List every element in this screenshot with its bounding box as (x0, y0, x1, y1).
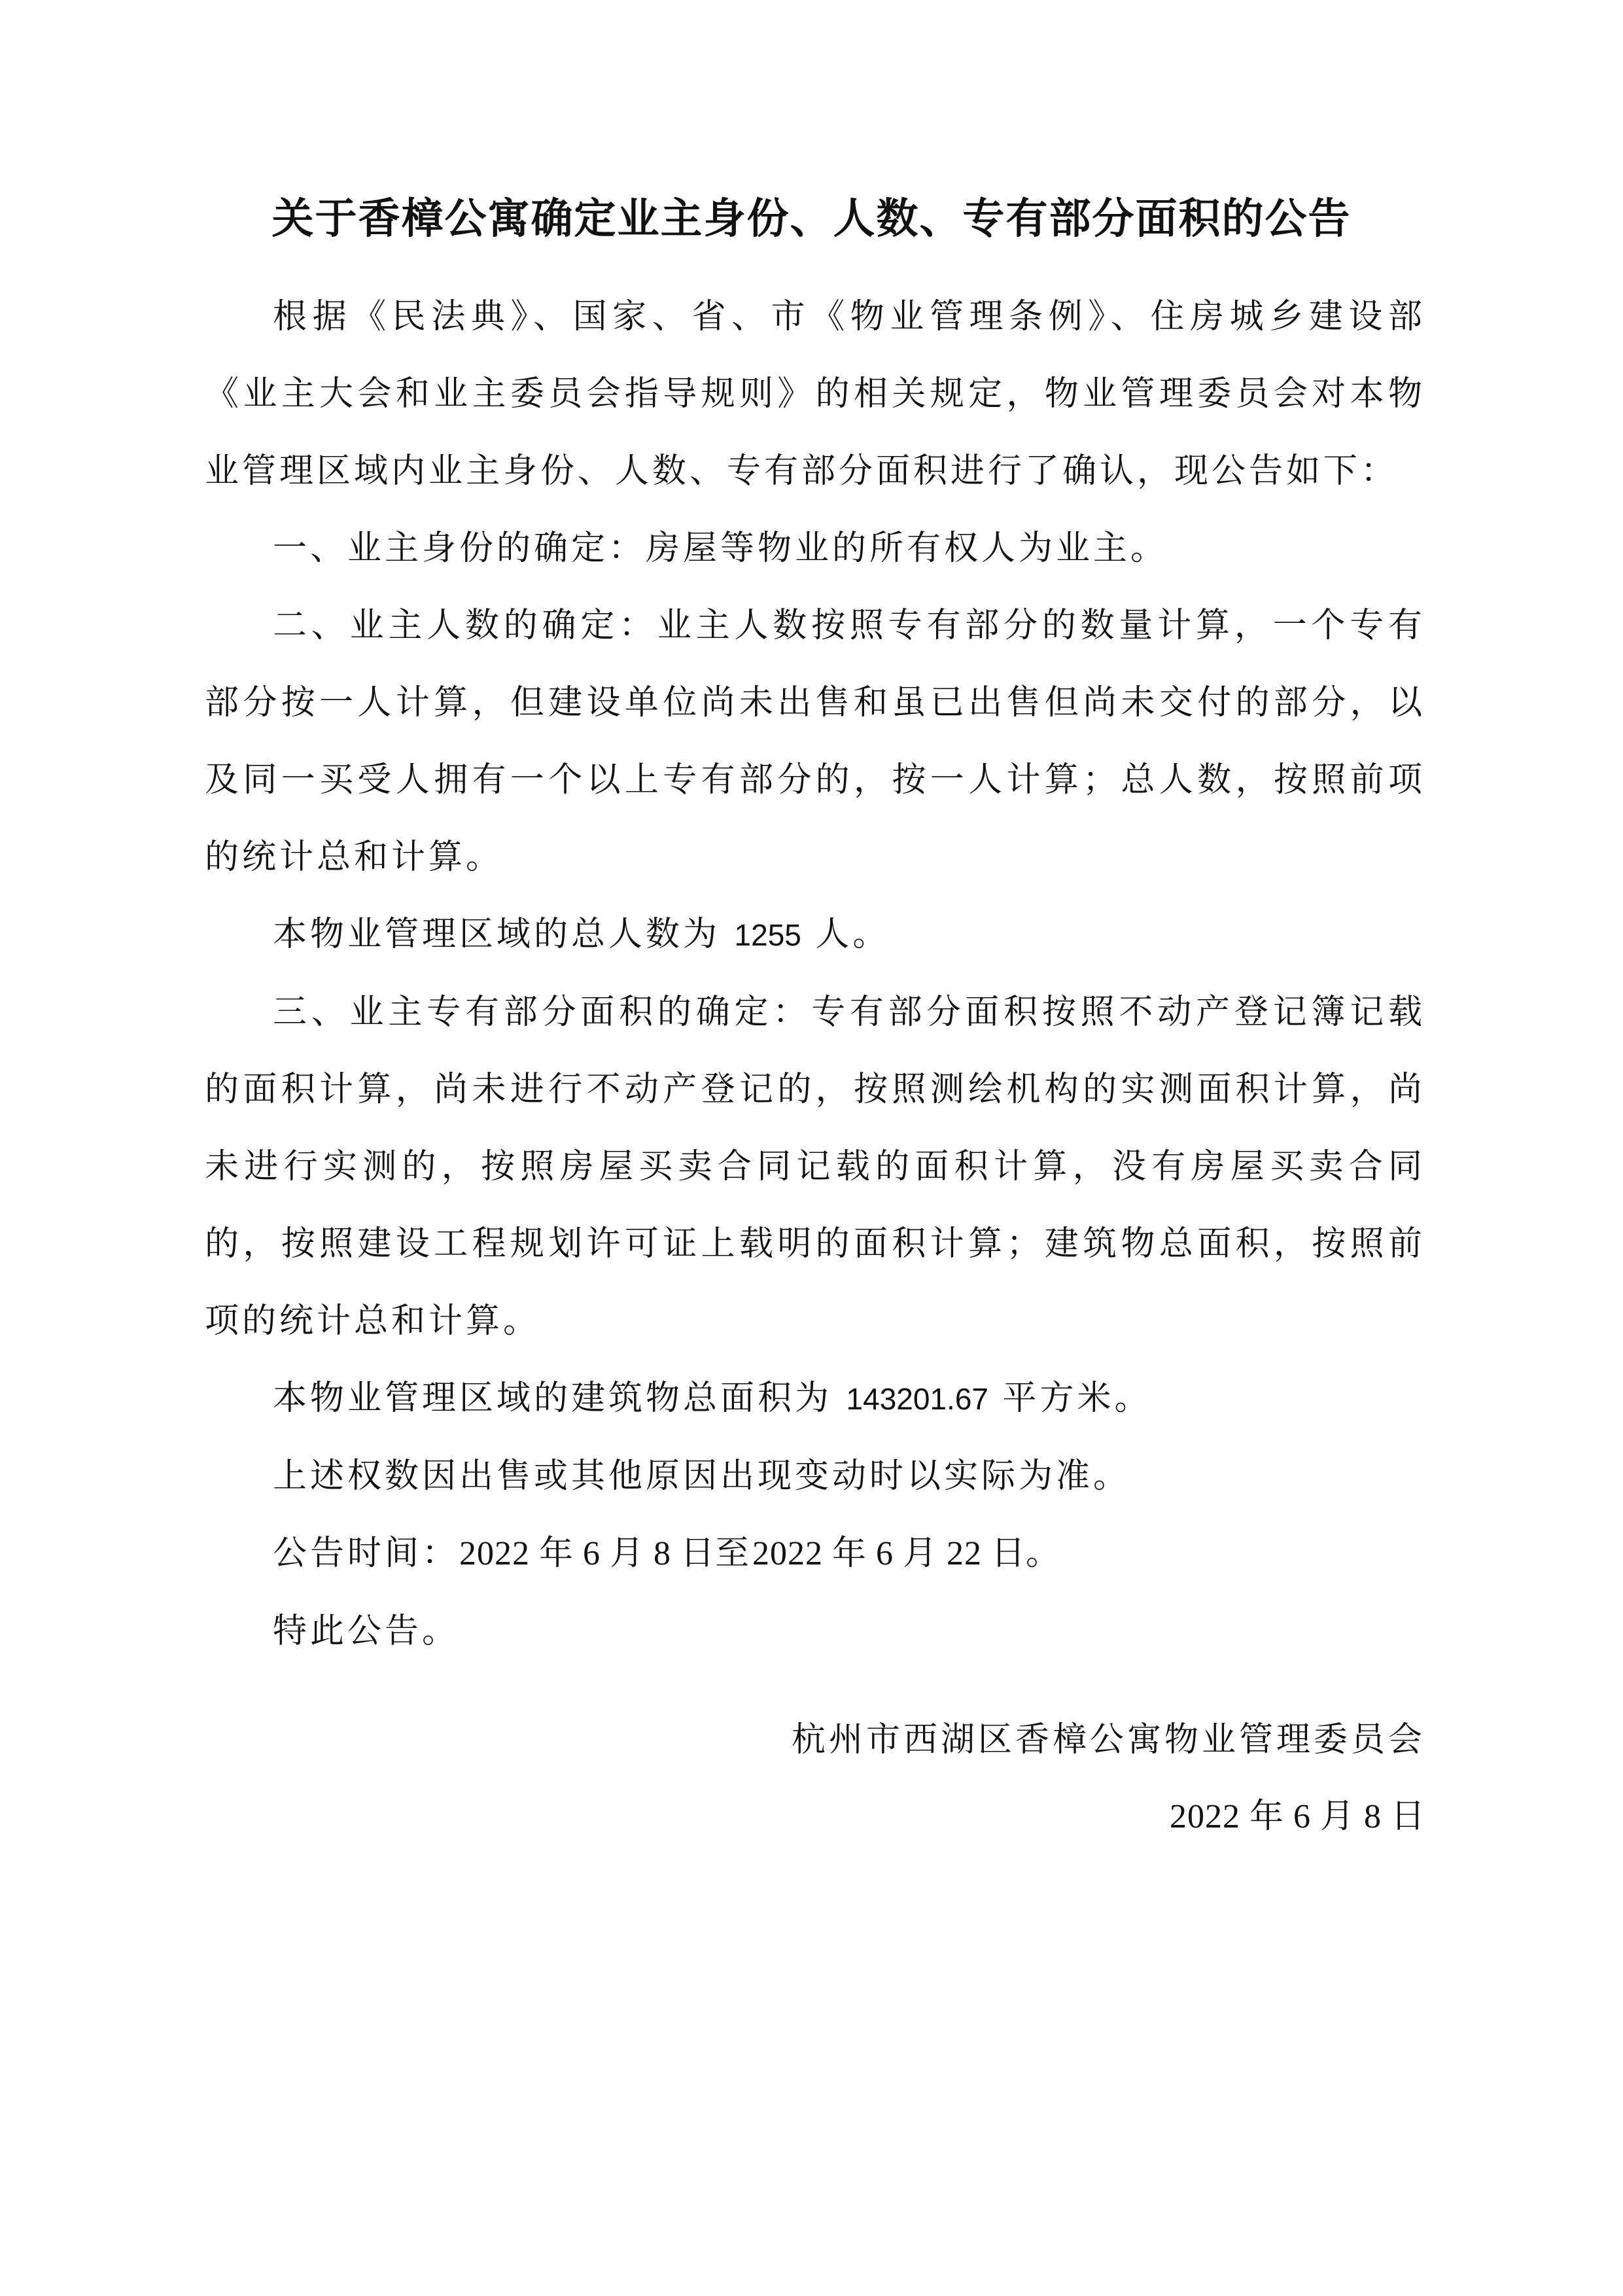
total-area-value: 143201.67 (846, 1382, 988, 1416)
issuing-organization: 杭州市西湖区香樟公寓物业管理委员会 (791, 1720, 1425, 1759)
total-area-line (205, 1360, 1425, 1438)
period-label: 公告时间： (273, 1534, 460, 1573)
document-title: 关于香樟公寓确定业主身份、人数、专有部分面积的公告 (271, 195, 1352, 243)
closing-line: 特此公告。 (273, 1612, 460, 1651)
total-area-suffix: 平方米。 (1002, 1379, 1152, 1418)
total-people-suffix: 人。 (815, 915, 890, 954)
total-people-value: 1255 (734, 918, 801, 952)
period-connector: 至 (715, 1534, 753, 1573)
section-owner-count: 二、业主人数的确定：业主人数按照专有部分的数量计算，一个专有部分按一人计算，但建设单位尚未出售和虽已出售但尚未交付的部分，以及同一买受人拥有一个以上专有部分的，按一人计算；总人数，按照前项的统计总和计算。 (205, 606, 1425, 877)
total-people-prefix: 本物业管理区域的总人数为 (273, 915, 721, 954)
issue-date: 2022 年 6 月 8 日 (1169, 1798, 1425, 1835)
period-end: 2022 年 6 月 22 日。 (752, 1535, 1061, 1572)
section-owner-identity: 一、业主身份的确定：房屋等物业的所有权人为业主。 (273, 529, 1168, 568)
period-start: 2022 年 6 月 8 日 (459, 1535, 716, 1572)
announcement-period (205, 1515, 1425, 1593)
intro-paragraph: 根据《民法典》、国家、省、市《物业管理条例》、住房城乡建设部《业主大会和业主委员会指导规则》的相关规定，物业管理委员会对本物业管理区域内业主身份、人数、专有部分面积进行了确认，现公告如下： (205, 297, 1425, 491)
document-body (205, 278, 1425, 1670)
variation-note: 上述权数因出售或其他原因出现变动时以实际为准。 (273, 1457, 1131, 1496)
total-area-prefix: 本物业管理区域的建筑物总面积为 (273, 1379, 833, 1418)
section-exclusive-area: 三、业主专有部分面积的确定：专有部分面积按照不动产登记簿记载的面积计算，尚未进行不动产登记的，按照测绘机构的实测面积计算，尚未进行实测的，按照房屋买卖合同记载的面积计算，没有房屋买卖合同的，按照建设工程规划许可证上载明的面积计算；建筑物总面积，按照前项的统计总和计算。 (205, 993, 1425, 1341)
signature-block (379, 1701, 1425, 1856)
total-people-line (205, 896, 1425, 974)
